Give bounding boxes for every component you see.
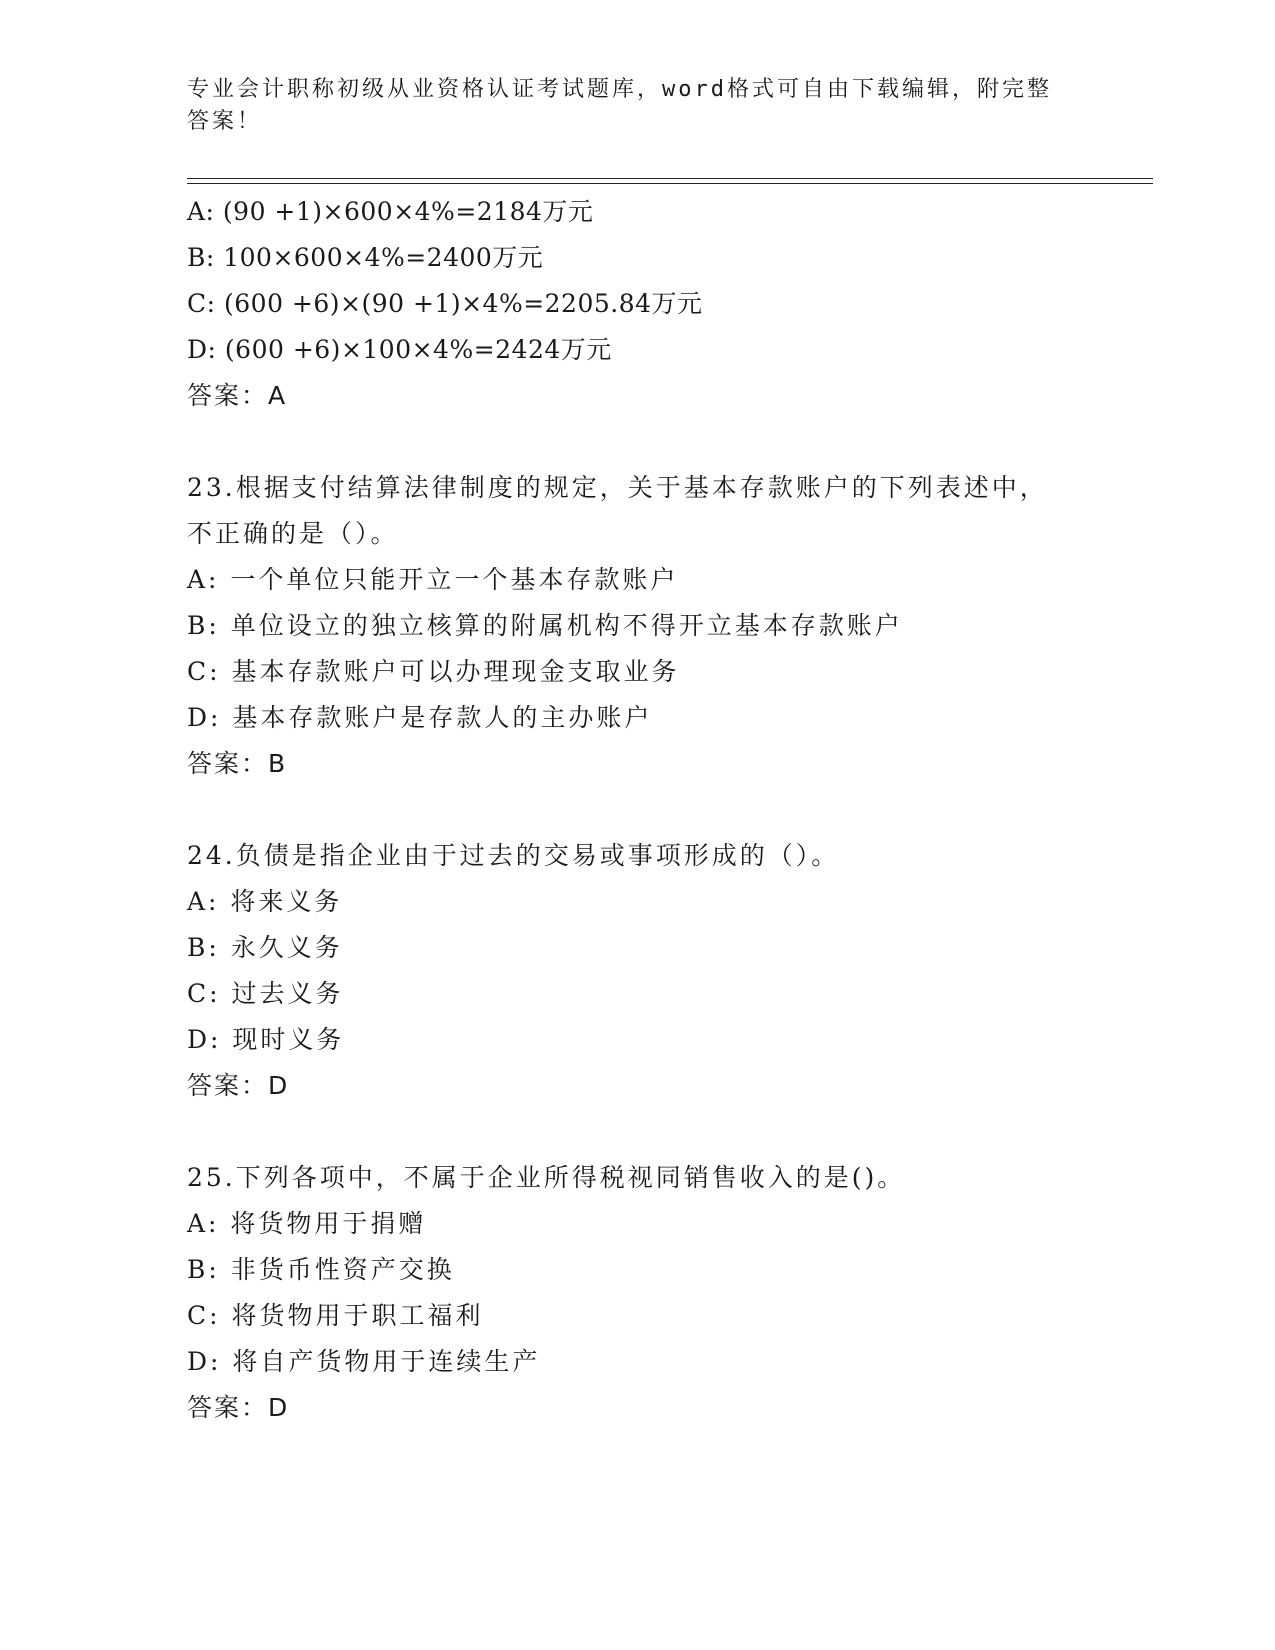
question-stem: 25.下列各项中，不属于企业所得税视同销售收入的是()。 xyxy=(187,1163,906,1192)
spacer xyxy=(187,787,1127,833)
answer-line: 答案：D xyxy=(187,1071,290,1100)
option-b: B: 永久义务 xyxy=(187,933,343,962)
option-c: C: 将货物用于职工福利 xyxy=(187,1301,484,1330)
option-d: D: 将自产货物用于连续生产 xyxy=(187,1347,541,1376)
question-25 xyxy=(187,1155,1127,1431)
option-a: A: 将货物用于捐赠 xyxy=(187,1209,427,1238)
spacer xyxy=(187,1109,1127,1155)
question-24 xyxy=(187,833,1127,1109)
spacer xyxy=(187,419,1127,465)
option-d: D: 基本存款账户是存款人的主办账户 xyxy=(187,703,653,732)
question-stem xyxy=(187,465,1127,557)
option-a: A: 将来义务 xyxy=(187,887,343,916)
option-b: B: 单位设立的独立核算的附属机构不得开立基本存款账户 xyxy=(187,611,903,640)
option-c: C: (600 +6)×(90 +1)×4%=2205.84万元 xyxy=(187,289,703,318)
option-b: B: 100×600×4%=2400万元 xyxy=(187,243,544,272)
page-header: 专业会计职称初级从业资格认证考试题库，word格式可自由下载编辑，附完整答案！ xyxy=(187,77,1052,134)
option-a: A: (90 +1)×600×4%=2184万元 xyxy=(187,197,594,226)
answer-line: 答案：B xyxy=(187,749,288,778)
question-22-tail xyxy=(187,189,1127,419)
header-divider-top xyxy=(187,178,1153,179)
answer-line: 答案：D xyxy=(187,1393,290,1422)
question-23 xyxy=(187,465,1127,787)
header-divider-bottom xyxy=(187,183,1153,184)
question-stem: 24.负债是指企业由于过去的交易或事项形成的（）。 xyxy=(187,841,840,870)
answer-line: 答案：A xyxy=(187,381,288,410)
option-d: D: 现时义务 xyxy=(187,1025,345,1054)
question-stem-line: 不正确的是（）。 xyxy=(187,519,399,548)
option-b: B: 非货币性资产交换 xyxy=(187,1255,455,1284)
option-c: C: 过去义务 xyxy=(187,979,344,1008)
question-list xyxy=(187,189,1127,1431)
option-a: A: 一个单位只能开立一个基本存款账户 xyxy=(187,565,679,594)
option-d: D: (600 +6)×100×4%=2424万元 xyxy=(187,335,612,364)
question-stem-line: 23.根据支付结算法律制度的规定，关于基本存款账户的下列表述中， xyxy=(187,473,1048,502)
option-c: C: 基本存款账户可以办理现金支取业务 xyxy=(187,657,680,686)
